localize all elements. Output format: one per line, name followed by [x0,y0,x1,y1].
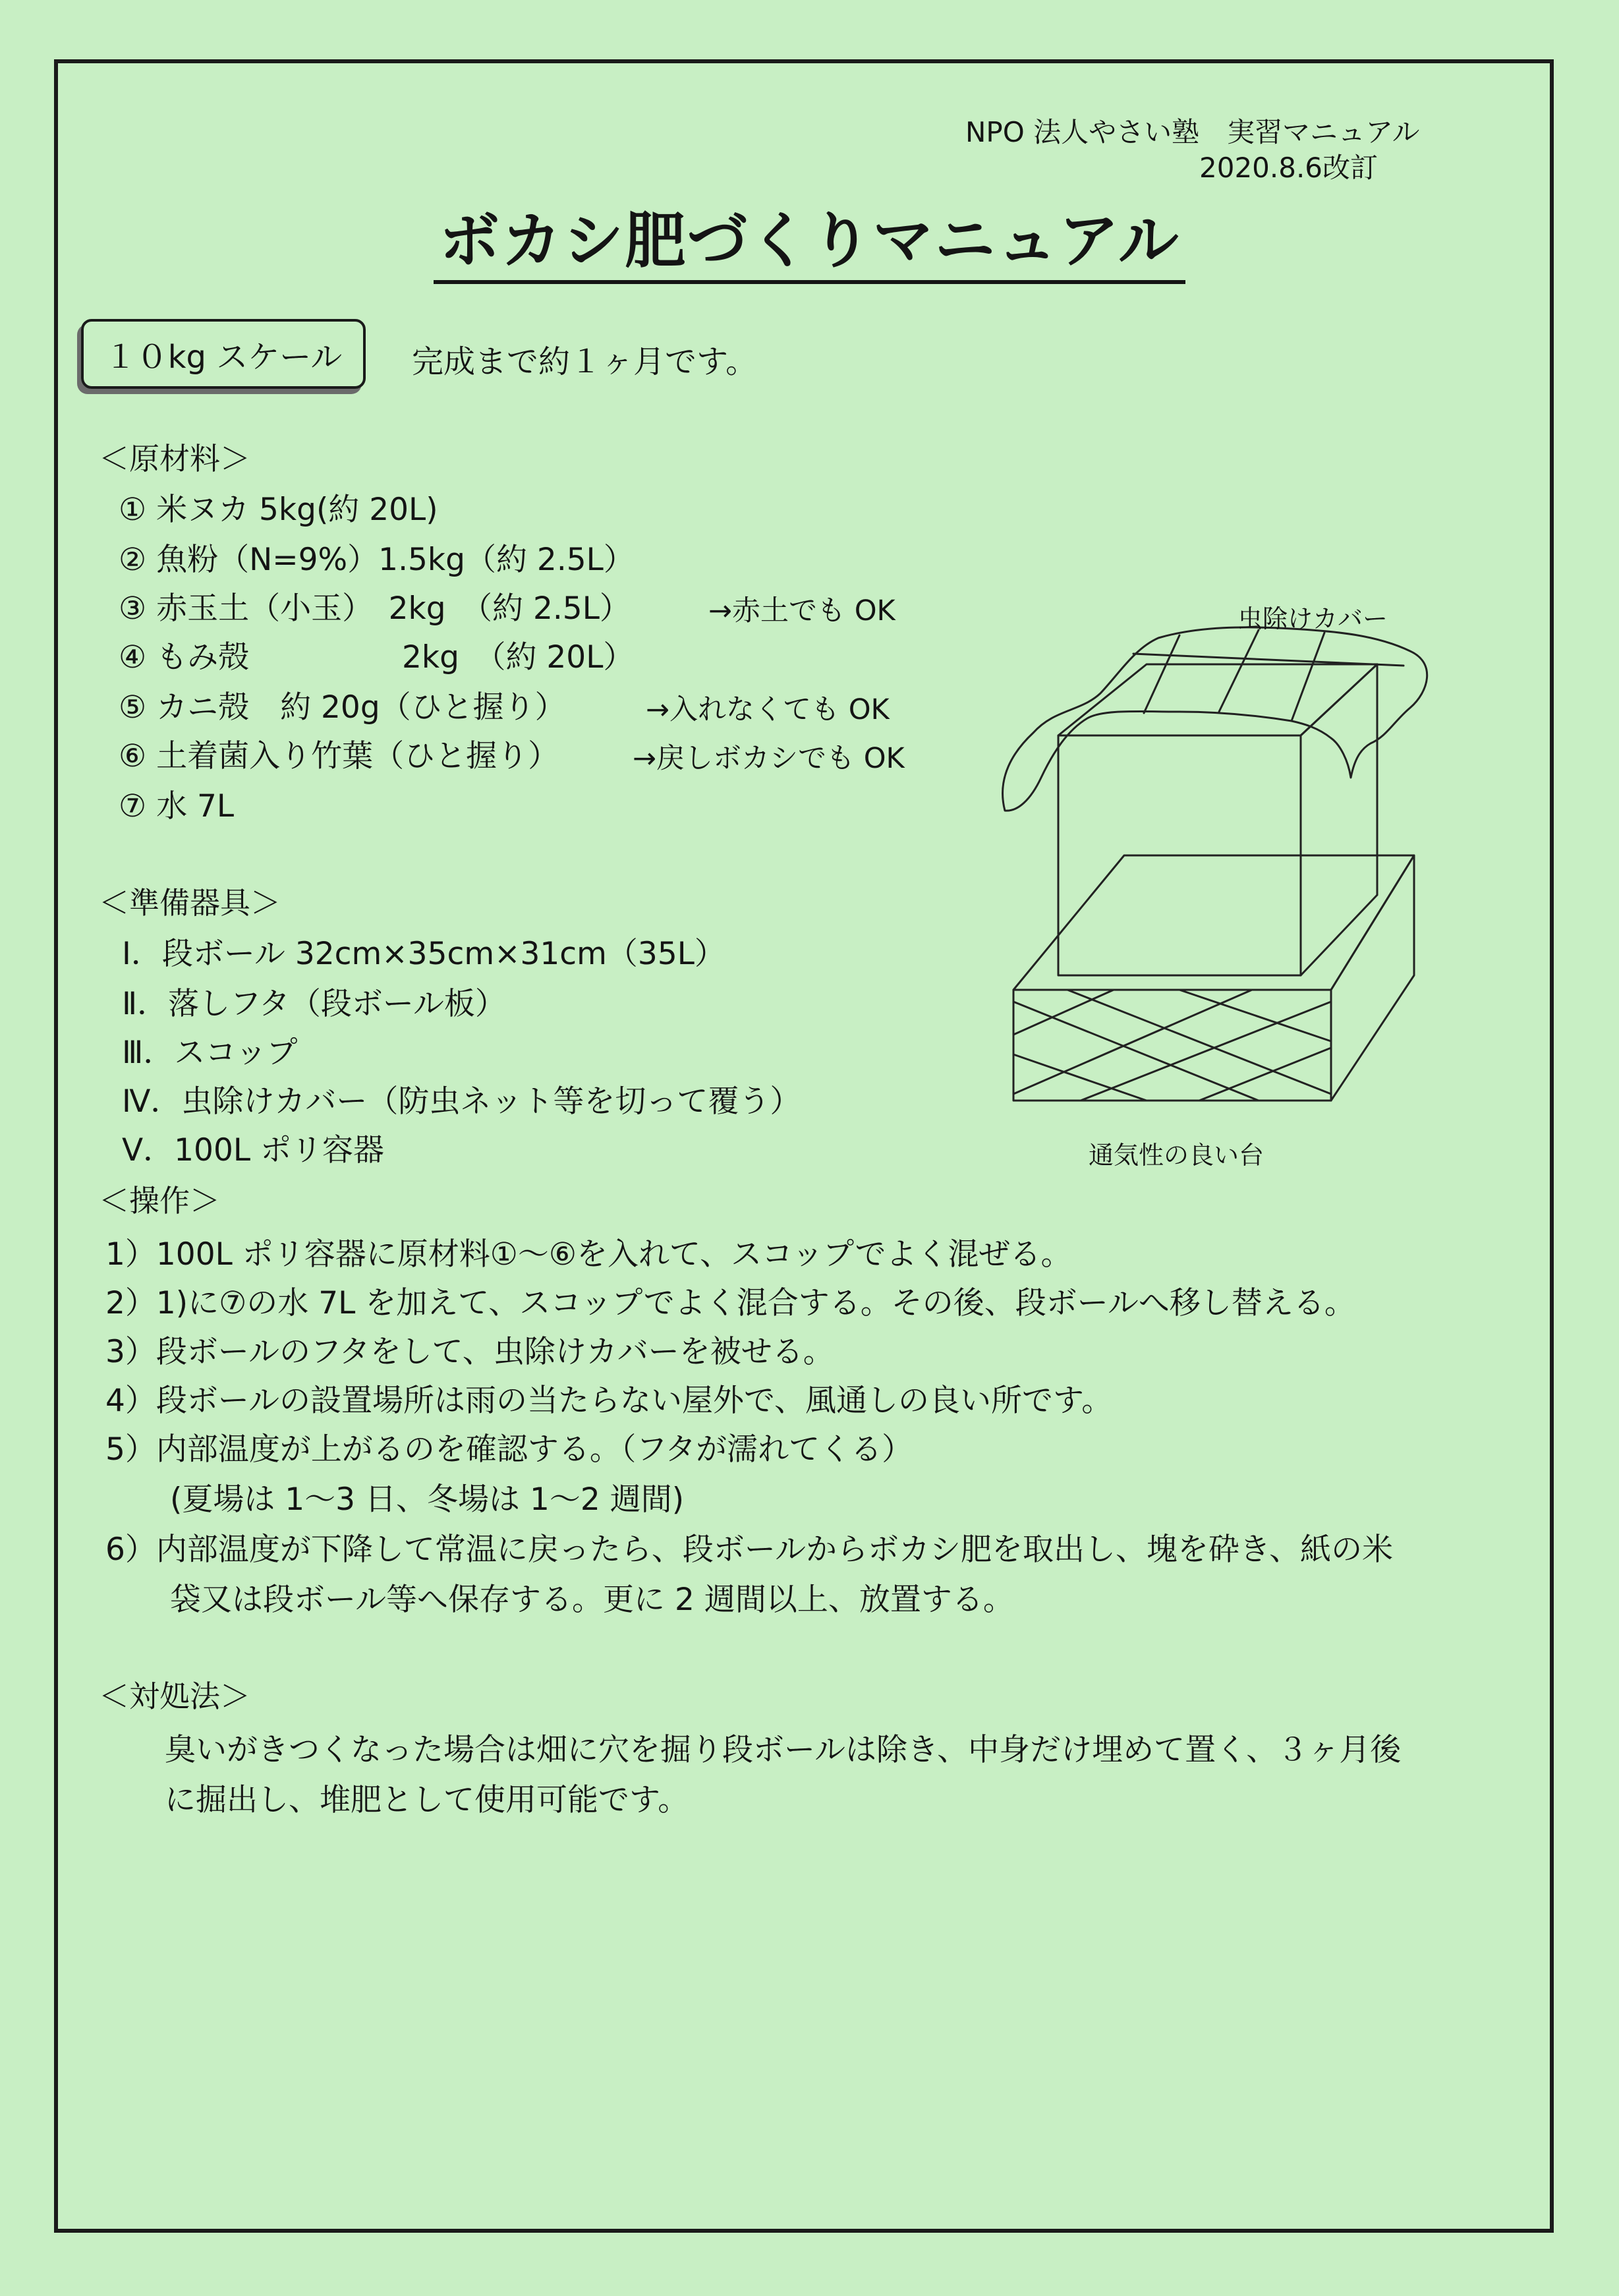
header-organization: NPO 法人やさい塾 実習マニュアル [965,116,1420,148]
base-lattice [1013,990,1331,1101]
operation-step-5-note: (夏場は 1～3 日、冬場は 1～2 週間) [170,1481,685,1518]
revision-date: 2020.8.6改訂 [1199,152,1378,184]
operation-step-6: 6）内部温度が下降して常温に戻ったら、段ボールからボカシ肥を取出し、塊を砕き、紙の米 [105,1532,1394,1568]
equipment-item-5: Ⅴ．100L ポリ容器 [122,1132,384,1168]
operation-step-1: 1）100L ポリ容器に原材料①～⑥を入れて、スコップでよく混ぜる。 [105,1236,1072,1273]
operation-step-5: 5）内部温度が上がるのを確認する。（フタが濡れてくる） [105,1431,913,1468]
scale-badge: １０kg スケール [81,319,366,389]
base-side [1331,855,1414,1101]
operation-step-2: 2）1)に⑦の水 7L を加えて、スコップでよく混合する。その後、段ボールへ移し替える。 [105,1285,1355,1321]
equipment-item-4: Ⅳ．虫除けカバー（防虫ネット等を切って覆う） [122,1083,801,1120]
remedy-line-1: 臭いがきつくなった場合は畑に穴を掘り段ボールは除き、中身だけ埋めて置く、３ヶ月後 [165,1732,1402,1768]
operation-step-6-cont: 袋又は段ボール等へ保存する。更に 2 週間以上、放置する。 [170,1582,1014,1618]
material-note-3: →戻しボカシでも OK [633,742,905,775]
material-item-5: ⑤ カニ殻 約 20g（ひと握り） [119,689,566,726]
material-item-1: ① 米ヌカ 5kg(約 20L) [119,492,438,528]
page-title-text: ボカシ肥づくりマニュアル [434,206,1185,284]
material-item-3: ③ 赤玉土（小玉） 2kg （約 2.5L） [119,590,631,627]
insect-cover-label: 虫除けカバー [1237,604,1388,633]
scale-note: 完成まで約１ヶ月です。 [412,343,758,380]
cardboard-box-side [1301,664,1377,975]
material-note-2: →入れなくても OK [646,693,890,726]
ventilated-stand-label: 通気性の良い台 [1089,1141,1264,1170]
material-note-1: →赤土でも OK [708,594,895,627]
remedy-line-2: に掘出し、堆肥として使用可能です。 [165,1782,689,1818]
remedy-heading: ＜対処法＞ [99,1679,250,1714]
material-item-7: ⑦ 水 7L [119,788,235,824]
page-title [0,192,1619,279]
operation-step-4: 4）段ボールの設置場所は雨の当たらない屋外で、風通しの良い所です。 [105,1383,1113,1419]
equipment-item-3: Ⅲ．スコップ [122,1035,298,1071]
equipment-item-2: Ⅱ．落しフタ（段ボール板） [122,986,506,1022]
cardboard-box-top [1058,664,1377,735]
material-item-4-amount: 2kg （約 20L） [402,639,635,675]
base-front [1013,990,1331,1101]
operation-heading: ＜操作＞ [99,1183,220,1219]
cover-net-lines [1133,630,1404,721]
material-item-4: ④ もみ殻 [119,639,250,675]
materials-heading: ＜原材料＞ [99,441,250,476]
box-setup-diagram [982,580,1456,1173]
operation-step-3: 3）段ボールのフタをして、虫除けカバーを被せる。 [105,1334,834,1370]
equipment-item-1: Ⅰ．段ボール 32cm×35cm×31cm（35L） [122,936,725,972]
insect-cover [1003,627,1427,811]
material-item-6: ⑥ 土着菌入り竹葉（ひと握り） [119,738,559,774]
equipment-heading: ＜準備器具＞ [99,885,281,921]
material-item-2: ② 魚粉（N=9%）1.5kg（約 2.5L） [119,542,635,578]
base-top [1013,855,1414,990]
